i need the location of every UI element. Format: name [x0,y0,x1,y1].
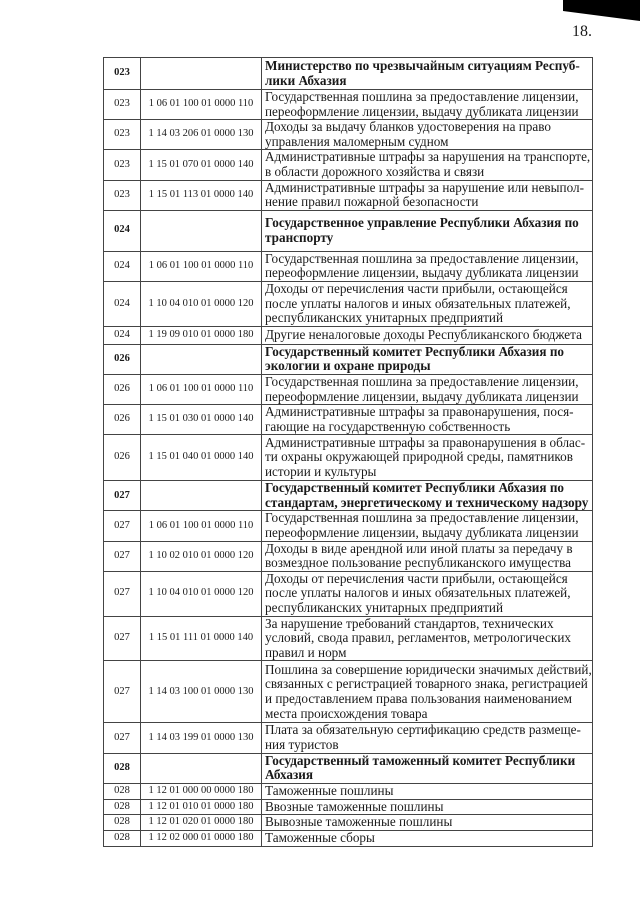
table-row [104,90,593,120]
description-cell [262,58,593,90]
admin-code-cell: 026 [104,374,141,404]
description-cell [262,481,593,511]
revenue-code-cell: 1 15 01 040 01 0000 140 [141,435,262,481]
description-line: Плата за обязательную сертификацию средств размеще- [265,722,581,738]
revenue-code-cell: 1 15 01 070 01 0000 140 [141,150,262,180]
revenue-code-cell: 1 15 01 030 01 0000 140 [141,405,262,435]
description-line: Ввозные таможенные пошлины [265,799,444,814]
description-cell [262,374,593,404]
admin-code-cell: 026 [104,435,141,481]
section-header-row [104,481,593,511]
description-cell [262,661,593,723]
description-line: Доходы от перечисления части прибыли, остающейся [265,281,568,296]
description-cell [262,616,593,661]
description-line: управления маломерным судном [265,133,449,149]
table-row [104,281,593,326]
description-cell [262,783,593,799]
admin-code-cell: 027 [104,616,141,661]
table-row [104,541,593,571]
admin-code-cell: 026 [104,405,141,435]
admin-code-cell: 027 [104,661,141,723]
description-line: истории и культуры [265,464,377,480]
description-cell [262,210,593,251]
revenue-codes-table [103,57,593,847]
admin-code-cell: 024 [104,326,141,344]
admin-code-cell: 024 [104,251,141,281]
admin-code-cell: 027 [104,511,141,541]
admin-code-cell: 024 [104,281,141,326]
table-row [104,150,593,180]
admin-code-cell: 028 [104,799,141,815]
description-line: Государственная пошлина за предоставление лицензии, [265,374,579,389]
revenue-code-cell: 1 10 02 010 01 0000 120 [141,541,262,571]
revenue-code-cell: 1 14 03 206 01 0000 130 [141,120,262,150]
description-line: переоформление лицензии, выдачу дубликата лицензии [265,265,579,281]
description-cell [262,815,593,831]
revenue-code-cell [141,753,262,783]
section-header-row [104,344,593,374]
revenue-code-cell: 1 19 09 010 01 0000 180 [141,326,262,344]
description-line: нение правил пожарной безопасности [265,194,479,210]
revenue-code-cell: 1 06 01 100 01 0000 110 [141,511,262,541]
admin-code-cell: 027 [104,541,141,571]
section-header-row [104,58,593,90]
description-line: Пошлина за совершение юридически значимых действий, [265,661,592,677]
description-line: Административные штрафы за правонарушения, пося- [265,404,574,420]
description-cell [262,723,593,753]
description-cell [262,326,593,344]
revenue-code-cell: 1 06 01 100 01 0000 110 [141,251,262,281]
table-row [104,405,593,435]
revenue-code-cell [141,481,262,511]
description-line: За нарушение требований стандартов, технических [265,616,554,631]
description-cell [262,150,593,180]
description-line: Государственная пошлина за предоставление лицензии, [265,510,579,526]
description-line: лики Абхазия [265,72,347,88]
description-cell [262,405,593,435]
description-line: Государственная пошлина за предоставление лицензии, [265,89,579,104]
description-line: Административные штрафы за нарушения на транспорте, [265,149,591,165]
description-line: Государственная пошлина за предоставление лицензии, [265,251,579,266]
revenue-code-cell: 1 14 03 199 01 0000 130 [141,723,262,753]
description-line: Таможенные сборы [265,830,375,846]
table-row [104,511,593,541]
description-line: в области дорожного хозяйства и связи [265,163,485,179]
revenue-code-cell: 1 12 02 000 01 0000 180 [141,830,262,846]
admin-code-cell: 023 [104,90,141,120]
description-line: Административные штрафы за нарушение или невыпол- [265,180,584,195]
table-row [104,251,593,281]
description-line: переоформление лицензии, выдачу дубликата лицензии [265,388,579,404]
admin-code-cell: 024 [104,210,141,251]
description-cell [262,753,593,783]
admin-code-cell: 026 [104,344,141,374]
revenue-code-cell: 1 12 01 020 01 0000 180 [141,815,262,831]
table-row [104,120,593,150]
description-line: и предоставлением права пользования наименованием [265,690,572,706]
description-line: Государственное управление Республики Абхазия по [265,215,579,231]
table-row [104,799,593,815]
description-line: транспорту [265,229,334,245]
revenue-code-cell: 1 06 01 100 01 0000 110 [141,90,262,120]
admin-code-cell: 028 [104,815,141,831]
description-line: Доходы в виде арендной или иной платы за передачу в [265,541,573,556]
description-line: ния туристов [265,737,339,752]
description-cell [262,251,593,281]
description-cell [262,799,593,815]
table-row [104,571,593,616]
description-line: переоформление лицензии, выдачу дубликата лицензии [265,525,579,541]
description-line: Таможенные пошлины [265,783,394,798]
admin-code-cell: 023 [104,180,141,210]
description-line: Государственный комитет Республики Абхазия по [265,344,565,359]
description-line: Другие неналоговые доходы Республиканского бюджета [265,326,582,342]
description-cell [262,120,593,150]
description-line: после уплаты налогов и иных обязательных платежей, [265,295,571,311]
description-line: республиканских унитарных предприятий [265,310,504,326]
table-row [104,815,593,831]
description-line: связанных с регистрацией товарного знака, регистрацией [265,676,588,692]
revenue-code-cell: 1 15 01 113 01 0000 140 [141,180,262,210]
revenue-code-cell [141,210,262,251]
admin-code-cell: 027 [104,481,141,511]
description-line: Министерство по чрезвычайным ситуациям Респуб- [265,57,580,73]
description-line: Государственный комитет Республики Абхазия по [265,480,565,496]
admin-code-cell: 023 [104,120,141,150]
description-cell [262,90,593,120]
description-line: стандартам, энергетическому и техническому надзору [265,494,589,510]
table-row [104,723,593,753]
description-line: места происхождения товара [265,705,428,721]
admin-code-cell: 028 [104,830,141,846]
description-cell [262,180,593,210]
admin-code-cell: 028 [104,783,141,799]
table-row [104,830,593,846]
description-line: ти охраны окружающей природной среды, памятников [265,449,573,465]
revenue-code-cell: 1 06 01 100 01 0000 110 [141,374,262,404]
table-row [104,616,593,661]
description-cell [262,281,593,326]
revenue-code-cell: 1 15 01 111 01 0000 140 [141,616,262,661]
description-cell [262,344,593,374]
section-header-row [104,753,593,783]
admin-code-cell: 027 [104,571,141,616]
table-row [104,326,593,344]
admin-code-cell: 027 [104,723,141,753]
table-row [104,783,593,799]
description-cell [262,541,593,571]
description-line: экологии и охране природы [265,358,431,374]
description-line: Доходы от перечисления части прибыли, остающейся [265,571,568,586]
description-line: переоформление лицензии, выдачу дубликата лицензии [265,103,579,119]
section-header-row [104,210,593,251]
table-row [104,661,593,723]
description-line: Доходы за выдачу бланков удостоверения на право [265,119,551,135]
revenue-code-cell: 1 14 03 100 01 0000 130 [141,661,262,723]
description-cell [262,511,593,541]
description-cell [262,435,593,481]
description-line: Абхазия [265,767,313,783]
description-line: республиканских унитарных предприятий [265,600,504,616]
revenue-code-cell: 1 12 01 000 00 0000 180 [141,783,262,799]
table-row [104,374,593,404]
description-line: условий, свода правил, регламентов, метрологических [265,630,571,646]
description-line: правил и норм [265,644,347,660]
revenue-code-cell: 1 10 04 010 01 0000 120 [141,281,262,326]
description-line: Государственный таможенный комитет Республики [265,753,576,768]
description-line: Административные штрафы за правонарушения в облас- [265,434,586,450]
revenue-code-cell: 1 12 01 010 01 0000 180 [141,799,262,815]
revenue-code-cell: 1 10 04 010 01 0000 120 [141,571,262,616]
description-line: Вывозные таможенные пошлины [265,814,453,830]
description-line: гающие на государственную собственность [265,418,511,434]
revenue-code-cell [141,58,262,90]
scan-artifact-corner [0,0,640,30]
description-line: после уплаты налогов и иных обязательных платежей, [265,585,571,601]
revenue-code-cell [141,344,262,374]
description-line: возмездное пользование республиканского имущества [265,555,571,571]
description-cell [262,830,593,846]
admin-code-cell: 023 [104,58,141,90]
admin-code-cell: 023 [104,150,141,180]
description-cell [262,571,593,616]
admin-code-cell: 028 [104,753,141,783]
table-row [104,435,593,481]
table-row [104,180,593,210]
page-number: 18. [572,23,592,40]
